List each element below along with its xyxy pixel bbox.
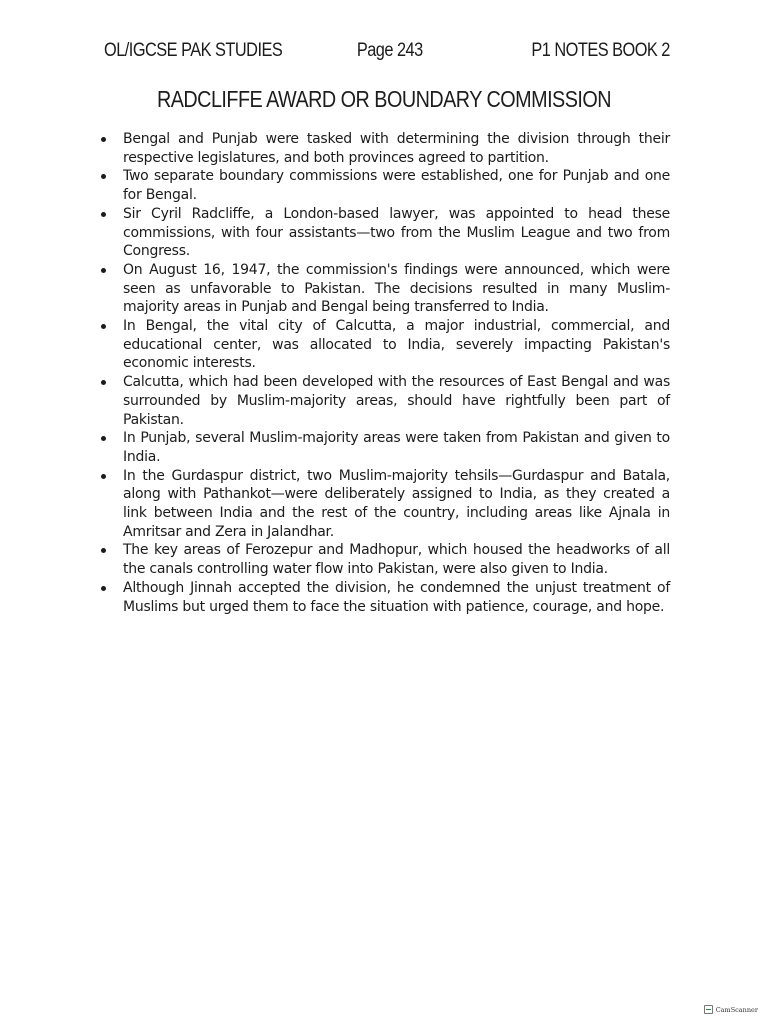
bullet-dot-icon <box>101 548 106 553</box>
bullet-text: In Punjab, several Muslim-majority areas were taken from Pakistan and given to India. <box>123 430 670 465</box>
bullet-list <box>100 130 670 616</box>
bullet-text: In Bengal, the vital city of Calcutta, a major industrial, commercial, and educational center, was allocated to India, severely impacting Pakistan's economic interests. <box>123 318 670 372</box>
page-title-text: RADCLIFFE AWARD OR BOUNDARY COMMISSION <box>156 86 612 112</box>
bullet-dot-icon <box>101 474 106 479</box>
bullet-dot-icon <box>101 586 106 591</box>
header-page-number: Page 243 <box>356 40 423 61</box>
bullet-item <box>100 205 670 261</box>
bullet-text: Calcutta, which had been developed with the resources of East Bengal and was surrounded by Muslim-majority areas, should have rightfully been part of Pakistan. <box>123 374 670 428</box>
header-course-title: OL/IGCSE PAK STUDIES <box>104 40 283 61</box>
bullet-item <box>100 261 670 317</box>
bullet-dot-icon <box>101 268 106 273</box>
bullet-item <box>100 541 670 578</box>
bullet-item <box>100 429 670 466</box>
page-title <box>0 86 768 113</box>
bullet-text: In the Gurdaspur district, two Muslim-majority tehsils—Gurdaspur and Batala, along with Pathankot—were deliberately assigned to India, as they created a link between India and the rest of the country, including areas like Ajnala in Amritsar and Zera in Jalandhar. <box>123 467 670 540</box>
bullet-dot-icon <box>101 436 106 441</box>
bullet-text: Sir Cyril Radcliffe, a London-based lawyer, was appointed to head these commissions, with four assistants—two from the Muslim League and two from Congress. <box>123 205 670 260</box>
bullet-text: On August 16, 1947, the commission's findings were announced, which were seen as unfavorable to Pakistan. The decisions resulted in many Muslim-majority areas in Punjab and Bengal being transferred to India. <box>123 261 670 316</box>
camscanner-watermark <box>704 1005 758 1014</box>
bullet-dot-icon <box>101 380 106 385</box>
bullet-text: Two separate boundary commissions were established, one for Punjab and one for Bengal. <box>123 168 670 204</box>
bullet-text: The key areas of Ferozepur and Madhopur, which housed the headworks of all the canals controlling water flow into Pakistan, were also given to India. <box>123 542 670 578</box>
camscanner-logo-icon <box>704 1005 713 1014</box>
bullet-text: Although Jinnah accepted the division, he condemned the unjust treatment of Muslims but urged them to face the situation with patience, courage, and hope. <box>123 579 670 615</box>
page-header <box>104 40 670 70</box>
bullet-dot-icon <box>101 212 106 217</box>
bullet-dot-icon <box>101 324 106 329</box>
bullet-dot-icon <box>101 174 106 179</box>
bullet-item <box>100 317 670 373</box>
bullet-item <box>100 579 670 616</box>
bullet-text: Bengal and Punjab were tasked with determining the division through their respective legislatures, and both provinces agreed to partition. <box>123 131 670 166</box>
bullet-item <box>100 167 670 204</box>
bullet-item <box>100 467 670 542</box>
bullet-item <box>100 130 670 167</box>
header-book-title: P1 NOTES BOOK 2 <box>531 40 670 61</box>
bullet-item <box>100 373 670 429</box>
camscanner-text: CamScanner <box>715 1005 758 1014</box>
bullet-dot-icon <box>101 137 106 142</box>
